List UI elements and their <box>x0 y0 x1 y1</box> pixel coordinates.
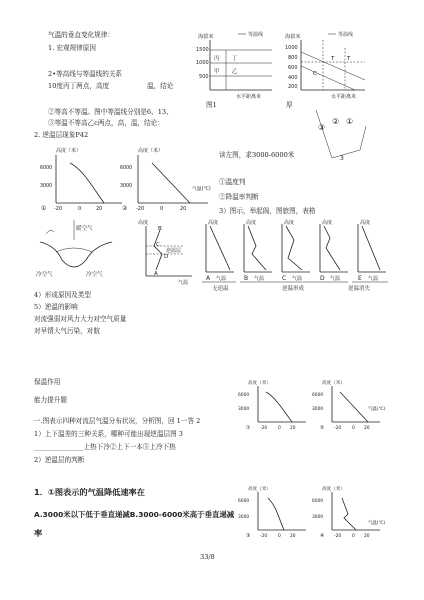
notes-item3: ②等高不等温。图中等温线分别是6、13、 <box>48 108 173 116</box>
rc3-marker: ③ <box>246 533 251 539</box>
stage-c-label: C <box>282 275 287 282</box>
valley-warm-label: 暖空气 <box>76 226 93 232</box>
fig1-left-ytick-1000: 1000 <box>196 60 209 66</box>
notes2-line3: 对流强弱对风力大力对空气质量 <box>34 315 127 323</box>
notes-item4: ③等温不等高乙c两点，高，温，结论： <box>48 119 164 127</box>
stage-c-curve <box>286 226 302 270</box>
rc4-xtick-neg20: -20 <box>334 534 342 539</box>
section3-q1c: 2）逆温层的判断 <box>34 456 85 464</box>
rc4-xtick-0: 0 <box>352 534 355 539</box>
rc1-xtick-neg20: -20 <box>260 426 268 431</box>
fig1-right-xlabel: 水平距离米 <box>331 94 357 100</box>
rc1-marker: ① <box>246 425 251 431</box>
profile2-xtick-20: 20 <box>180 206 187 212</box>
stage-d-label: D <box>320 275 325 282</box>
rc2-ytick-6000: 6000 <box>312 393 324 398</box>
stage-caption-vanish: 逆温消失 <box>348 286 371 292</box>
bcda-letter-d: D <box>164 254 169 260</box>
profile2-xtick-0: 0 <box>160 206 164 212</box>
stage-panel-e <box>358 219 386 282</box>
stage-caption-form: 逆温形成 <box>282 286 305 292</box>
rc4-xtick-20: 20 <box>364 534 370 539</box>
rc2-xtick-0: 0 <box>352 426 355 431</box>
section3-heat: 保温作用 <box>34 378 61 386</box>
circle-bottom-label: 3 <box>340 155 344 162</box>
rc2-ytick-3000: 3000 <box>312 407 324 412</box>
stage-b-label: B <box>244 275 249 282</box>
profile2-ylabel: 高度（米） <box>138 148 164 154</box>
bcda-xlabel: 气温 <box>178 280 189 286</box>
profile1-ylabel: 高度（米） <box>56 148 82 154</box>
rc4-ytick-6000: 6000 <box>312 499 324 504</box>
notes2-line1: 4）形成原因及类型 <box>34 291 91 299</box>
fig1-right-region-t2: T <box>347 56 351 62</box>
profile2-xlabel: 气温(℃) <box>192 187 211 192</box>
notes2-line2: 5）逆温的影响 <box>34 303 78 311</box>
rc1-ytick-6000: 6000 <box>238 393 250 398</box>
rc3-xtick-20: 20 <box>290 534 296 539</box>
q-side-line4: 3）图示，举起阁，图旅图，表格 <box>219 207 316 215</box>
rc2-curve <box>340 392 368 422</box>
stage-d-curve <box>324 226 340 270</box>
fig1-left-ytick-1500: 1500 <box>196 47 209 53</box>
right-chart-1 <box>238 378 308 433</box>
inversion-curve-diagram <box>136 218 196 286</box>
circle-markers-diagram <box>310 106 370 162</box>
rc1-xtick-20: 20 <box>290 426 296 431</box>
profile2-ytick-3000: 3000 <box>120 184 133 189</box>
stage-a-curve <box>210 226 230 270</box>
q-side-line3: ②降温率判断 <box>219 193 259 201</box>
circle-marker-2: ② <box>332 117 340 126</box>
fig1-right-ytick-600: 600 <box>288 65 298 71</box>
rc2-xtick-neg20: -20 <box>334 426 342 431</box>
fig1-left-diagram <box>196 30 276 108</box>
stage-a-ylabel: 高度 <box>208 220 219 226</box>
fig1-right-ytick-1000: 1000 <box>285 45 298 51</box>
fig1-right-slope-2 <box>301 66 355 90</box>
stage-e-xlabel: 气温 <box>368 276 379 282</box>
profile1-marker: ① <box>41 205 47 212</box>
valley-warm-arc <box>56 248 92 252</box>
rc1-ytick-3000: 3000 <box>238 407 250 412</box>
bcda-layer-label: 逆温层 <box>166 248 182 254</box>
valley-inversion-diagram <box>32 216 118 278</box>
right-chart-2 <box>312 378 392 433</box>
profile-chart-2 <box>118 145 218 217</box>
stage-a-xlabel: 气温 <box>216 276 227 282</box>
rc3-curve <box>268 498 284 530</box>
fig1-right-legend: 等温线 <box>338 32 354 38</box>
rc1-curve <box>266 392 292 422</box>
rc4-curve <box>342 498 356 530</box>
profile1-ytick-6000: 6000 <box>40 166 53 171</box>
notes-item2: 2•等高线与等温线的关系 <box>48 70 123 78</box>
profile1-ytick-3000: 3000 <box>40 184 53 189</box>
q-side-line2: ①温度判 <box>219 178 246 186</box>
stage-d-xlabel: 气温 <box>330 276 341 282</box>
bottom-question: 1．①图表示的气温降低速率在 <box>34 487 145 497</box>
fig1-right-region-t1: T <box>331 56 335 62</box>
circle-line-2 <box>332 150 360 158</box>
fig1-right-ytick-800: 800 <box>288 55 298 61</box>
bcda-ylabel: 高度 <box>138 220 149 226</box>
rc4-marker: ④ <box>320 533 325 539</box>
bcda-letter-b: B <box>158 226 162 232</box>
stage-b-curve <box>248 226 266 270</box>
fig1-caption: 图1 <box>206 101 217 109</box>
fig1-left-ytick-500: 500 <box>199 74 209 80</box>
profile1-xtick-neg20: -20 <box>54 206 63 212</box>
fig1-left-ylabel: 海拔米 <box>198 34 214 40</box>
fig1-caption2: 厚 <box>286 101 293 109</box>
section3-q1: 一.图表示四种对流层气温分布状况，分析图，回 1一答 2 <box>34 417 201 425</box>
stage-a-label: A <box>206 275 211 282</box>
rc4-ytick-3000: 3000 <box>312 515 324 520</box>
circle-marker-1: ① <box>346 117 354 126</box>
fig1-left-region-bing: 丙 <box>214 56 220 62</box>
bcda-letter-a: A <box>154 271 158 277</box>
page-number: 33/8 <box>200 553 215 561</box>
inversion-stages-diagram <box>198 218 390 294</box>
rc2-xtick-20: 20 <box>364 426 370 431</box>
rc3-ylabel: 高度（米） <box>248 487 271 492</box>
notes-item2-detail-b: 温，结论 <box>147 82 174 90</box>
fig1-left-region-ding: 丁 <box>232 56 238 62</box>
fig1-right-ytick-400: 400 <box>288 75 298 81</box>
notes-title: 气温的垂直变化规律： <box>48 31 114 39</box>
rc3-ytick-3000: 3000 <box>238 515 250 520</box>
bottom-answer: A.3000米以下低于垂直递减B.3000-6000米高于垂直递减 <box>34 510 235 519</box>
moon-icon <box>46 230 54 234</box>
rc2-xlabel: 气温(℃) <box>368 407 386 412</box>
stage-e-label: E <box>358 275 362 282</box>
fig1-left-region-yi: 乙 <box>232 69 238 75</box>
fig1-left-region-jia: 甲 <box>214 69 220 75</box>
stage-b-xlabel: 气温 <box>254 276 265 282</box>
fig1-right-diagram <box>283 30 373 110</box>
fig1-left-legend: 等温线 <box>248 32 264 38</box>
rc2-marker: ② <box>320 425 325 431</box>
circle-line-3 <box>360 126 366 150</box>
profile2-marker: ② <box>122 205 128 212</box>
fig1-right-region-c: C <box>313 71 317 77</box>
notes-item1: 1. 宏观规律原因 <box>48 44 96 52</box>
stage-panel-a <box>206 219 234 282</box>
profile1-xtick-0: 0 <box>78 206 82 212</box>
stage-panel-d <box>320 219 348 282</box>
stage-b-ylabel: 高度 <box>246 220 257 226</box>
rc4-ylabel: 高度（米） <box>322 487 345 492</box>
section3-q1a: 1）上下温差的三种关系，哪种可能出现逆温层图 3 <box>34 430 183 438</box>
profile2-ytick-6000: 6000 <box>120 166 133 171</box>
stage-c-ylabel: 高度 <box>284 220 295 226</box>
stage-e-curve <box>362 226 380 270</box>
stage-c-xlabel: 气温 <box>292 276 303 282</box>
bcda-letter-c: C <box>156 242 160 248</box>
section-inversion-title: 2. 逆温层现象P42 <box>34 131 89 139</box>
rc1-ylabel: 高度（米） <box>248 381 271 386</box>
fig1-left-xlabel: 水平距离米 <box>236 94 262 100</box>
right-chart-4 <box>312 484 392 542</box>
rc3-xtick-0: 0 <box>278 534 281 539</box>
rc3-ytick-6000: 6000 <box>238 499 250 504</box>
valley-cold-right-label: 冷空气 <box>86 272 103 278</box>
rc1-xtick-0: 0 <box>278 426 281 431</box>
circle-marker-3: ③ <box>318 123 326 132</box>
stage-e-ylabel: 高度 <box>360 220 371 226</box>
stage-panel-b <box>244 219 272 282</box>
q-side-line1: 读左图，求3000-6000米 <box>219 151 295 159</box>
profile2-xtick-neg20: -20 <box>136 206 145 212</box>
section3-q1b: _______________上热下冷②上下一本⑤上冷下热 <box>34 443 176 451</box>
valley-cold-left-label: 冷空气 <box>36 272 53 278</box>
rc2-ylabel: 高度（米） <box>322 381 345 386</box>
profile-chart-1 <box>38 145 128 217</box>
notes2-line4: 对早情大气污染，对航 <box>34 327 100 335</box>
fig1-right-ylabel: 海拔米 <box>285 34 301 40</box>
right-chart-3 <box>238 484 308 542</box>
rc4-xlabel: 气温(℃) <box>368 521 386 526</box>
bottom-rate: 率 <box>34 528 43 538</box>
notes-item2-detail-a: 10度丙丁两点，高度 <box>48 82 110 90</box>
stage-caption-none: 无逆温 <box>212 286 229 292</box>
rc3-xtick-neg20: -20 <box>260 534 268 539</box>
profile1-curve <box>70 163 104 203</box>
profile2-curve <box>152 163 190 203</box>
valley-outline <box>40 242 112 267</box>
section3-ability: 能力提升题 <box>34 396 67 404</box>
stage-panel-c <box>282 219 310 282</box>
stage-d-ylabel: 高度 <box>322 220 333 226</box>
circle-line-1 <box>316 110 332 158</box>
profile1-xtick-20: 20 <box>96 206 103 212</box>
bcda-curve <box>154 230 162 270</box>
fig1-right-ytick-200: 200 <box>288 84 298 90</box>
